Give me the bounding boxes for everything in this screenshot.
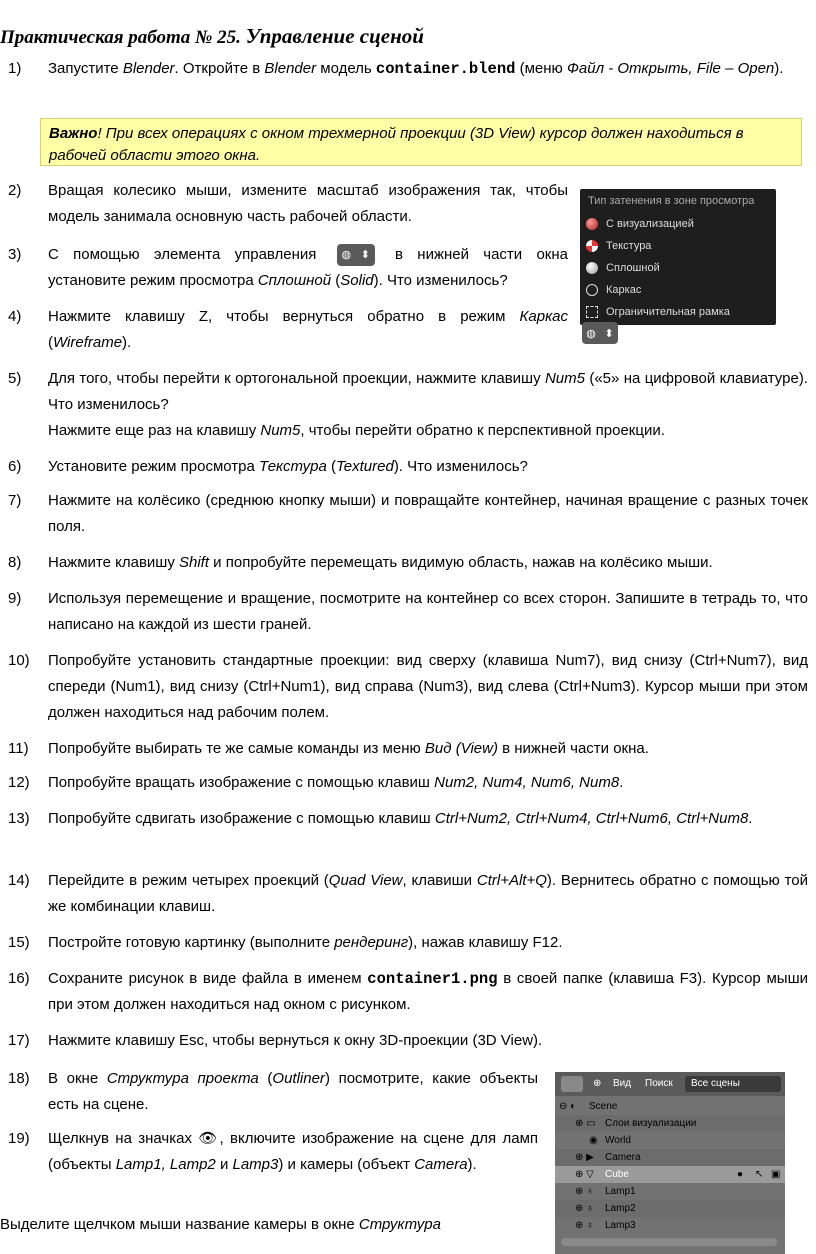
camera-icon[interactable]: ▣ xyxy=(771,1169,781,1180)
item-text: Попробуйте сдвигать изображение с помощью клавиш Ctrl+Num2, Ctrl+Num4, Ctrl+Num6, Ctrl+Num8. xyxy=(48,810,753,827)
rendered-icon xyxy=(586,218,598,230)
item-text: Перейдите в режим четырех проекций (Quad View, клавиши Ctrl+Alt+Q). Вернитесь обратно с помощью той же комбинации клавиш. xyxy=(48,872,808,915)
shading-control-icon: ◍ ⬍ xyxy=(337,244,375,266)
shading-selector-icon[interactable]: ◍ ⬍ xyxy=(582,322,618,344)
item-text: Вращая колесико мыши, измените масштаб изображения так, чтобы модель занимала основную часть рабочей области. xyxy=(48,182,568,225)
list-item xyxy=(8,736,808,762)
item-text: Попробуйте выбирать те же самые команды из меню Вид (View) в нижней части окна. xyxy=(48,740,649,757)
outliner-row-scene[interactable]: ⊖ ◐ Scene xyxy=(559,1101,618,1112)
item-number: 2) xyxy=(8,182,22,199)
menu-search[interactable]: Поиск xyxy=(645,1078,673,1089)
list-item xyxy=(8,454,808,480)
item-text: Сохраните рисунок в виде файла в именем container1.png в своей папке (клавиша F3). Курсор мыши при этом должен находиться над окном с рисунком. xyxy=(48,970,808,1013)
list-item xyxy=(8,868,808,920)
item-text: Установите режим просмотра Текстура (Textured). Что изменилось? xyxy=(48,458,528,475)
menu-item-wireframe[interactable]: Каркас xyxy=(586,281,641,299)
item-number: 7) xyxy=(8,492,22,509)
note-label: Важно xyxy=(49,125,98,142)
item-text: Нажмите клавишу Z, чтобы вернуться обратно в режим Каркас (Wireframe). xyxy=(48,308,568,351)
bounding-box-icon xyxy=(586,306,598,318)
item-text: Нажмите на колёсико (среднюю кнопку мыши) и повращайте контейнер, начиная вращение с разных точек поля. xyxy=(48,492,808,535)
item-number: 14) xyxy=(8,872,30,889)
item-number: 6) xyxy=(8,458,22,475)
list-item xyxy=(8,930,808,956)
texture-icon xyxy=(586,240,598,252)
shading-type-menu xyxy=(580,189,776,325)
list-item xyxy=(8,178,568,230)
item-text: Нажмите клавишу Esc, чтобы вернуться к окну 3D-проекции (3D View). xyxy=(48,1032,543,1049)
title-main: Управление сценой xyxy=(245,24,424,48)
list-item xyxy=(8,1126,548,1204)
outliner-row-camera[interactable]: ⊕ ▶ Camera xyxy=(555,1149,785,1166)
item-text: Щелкнув на значках 👁, включите изображение на сцене для ламп (объекты Lamp1, Lamp2 и Lamp3) и камеры (объект Camera). xyxy=(48,1130,539,1173)
item-number: 11) xyxy=(8,740,29,757)
item-number: 15) xyxy=(8,934,30,951)
eye-icon: 👁 xyxy=(198,1130,220,1147)
item-number: 19) xyxy=(8,1130,30,1147)
list-item xyxy=(8,1066,548,1118)
item-number: 5) xyxy=(8,370,22,387)
item-number: 10) xyxy=(8,652,30,669)
outliner-panel xyxy=(555,1072,785,1254)
plus-icon[interactable]: ⊕ xyxy=(593,1078,602,1089)
item-number: 3) xyxy=(8,246,22,263)
outliner-row-lamp2[interactable]: ⊕ ♁ Lamp2 xyxy=(555,1200,785,1217)
note-text: ! При всех операциях с окном трехмерной проекции (3D View) курсор должен находиться в рабочей области этого окна. xyxy=(49,125,744,164)
scene-filter-select[interactable]: Все сцены xyxy=(685,1076,781,1092)
menu-header: Тип затенения в зоне просмотра xyxy=(588,195,755,207)
list-item xyxy=(8,1028,808,1054)
solid-icon xyxy=(586,262,598,274)
list-item xyxy=(8,242,568,294)
item-text: Попробуйте вращать изображение с помощью клавиш Num2, Num4, Num6, Num8. xyxy=(48,774,624,791)
horizontal-scrollbar[interactable] xyxy=(561,1238,777,1246)
eye-icon[interactable]: ● xyxy=(737,1169,744,1180)
menu-view[interactable]: Вид xyxy=(613,1078,632,1089)
menu-item-solid[interactable]: Сплошной xyxy=(586,259,660,277)
outliner-row-world[interactable]: ◉ World xyxy=(589,1135,631,1146)
cursor-icon[interactable]: ↖ xyxy=(755,1169,764,1180)
wireframe-icon xyxy=(586,284,598,296)
page-title xyxy=(0,24,424,49)
outliner-row-cube[interactable]: ⊕ ▽ Cube ● ↖ ▣ xyxy=(555,1166,785,1183)
item-number: 8) xyxy=(8,554,22,571)
item-text: Нажмите клавишу Shift и попробуйте перемещать видимую область, нажав на колёсико мыши. xyxy=(48,554,713,571)
outliner-row-lamp1[interactable]: ⊕ ♁ Lamp1 xyxy=(575,1186,636,1197)
outliner-header xyxy=(555,1072,785,1096)
final-instruction: Выделите щелчком мыши название камеры в окне Структура xyxy=(0,1216,441,1233)
item-number: 9) xyxy=(8,590,22,607)
item-text: Используя перемещение и вращение, посмотрите на контейнер со всех сторон. Запишите в тетрадь то, что написано на каждой из шести граней. xyxy=(48,590,808,633)
list-item xyxy=(8,488,808,540)
list-item xyxy=(8,648,808,726)
list-item xyxy=(8,770,808,796)
menu-item-rendered[interactable]: С визуализацией xyxy=(586,215,694,233)
list-item xyxy=(8,366,808,444)
item-text: Попробуйте установить стандартные проекции: вид сверху (клавиша Num7), вид снизу (Ctrl+Num7), вид спереди (Num1), вид снизу (Ctrl+Num1), вид справа (Num3), вид слева (Ctrl+Num3). Курсор мыши при этом должен находиться над рабочим полем. xyxy=(48,652,808,721)
item-number: 1) xyxy=(8,60,22,77)
menu-item-bounding-box[interactable]: Ограничительная рамка xyxy=(586,303,730,321)
outliner-row-lamp3[interactable]: ⊕ ♁ Lamp3 xyxy=(575,1220,636,1231)
menu-item-texture[interactable]: Текстура xyxy=(586,237,651,255)
item-text: С помощью элемента управления ◍ ⬍ в нижней части окна установите режим просмотра Сплошной (Solid). Что изменилось? xyxy=(48,246,568,289)
item-number: 16) xyxy=(8,970,30,987)
item-number: 12) xyxy=(8,774,30,791)
important-note xyxy=(40,118,802,166)
list-item xyxy=(8,806,808,858)
item-text: В окне Структура проекта (Outliner) посмотрите, какие объекты есть на сцене. xyxy=(48,1070,538,1113)
list-item xyxy=(8,550,808,576)
item-number: 4) xyxy=(8,308,22,325)
outliner-row-render-layers[interactable]: ⊕ ▭ Слои визуализации xyxy=(555,1115,785,1132)
item-text: Запустите Blender. Откройте в Blender модель container.blend (меню Файл - Открыть, File – Open). xyxy=(48,60,784,78)
item-number: 13) xyxy=(8,810,30,827)
item-number: 18) xyxy=(8,1070,30,1087)
item-text: Для того, чтобы перейти к ортогональной проекции, нажмите клавишу Num5 («5» на цифровой клавиатуре). Что изменилось? Нажмите еще раз на клавишу Num5, чтобы перейти обратно к перспективной проекции. xyxy=(48,370,808,439)
item-number: 17) xyxy=(8,1032,30,1049)
item-text: Постройте готовую картинку (выполните рендеринг), нажав клавишу F12. xyxy=(48,934,563,951)
list-item xyxy=(8,304,568,356)
list-item xyxy=(8,56,808,108)
title-prefix: Практическая работа № 25. xyxy=(0,27,241,48)
list-item xyxy=(8,966,808,1018)
list-item xyxy=(8,586,808,638)
editor-type-icon[interactable] xyxy=(561,1076,583,1092)
